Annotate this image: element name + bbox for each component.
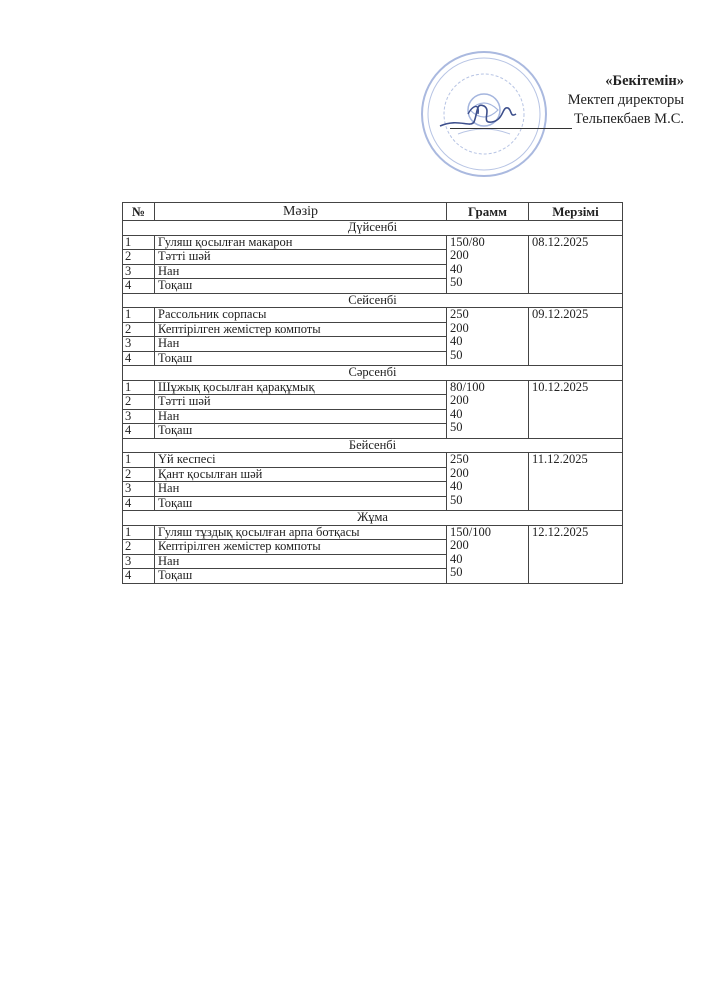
table-header-row: [123, 203, 623, 221]
item-dish: Тәтті шәй: [155, 250, 447, 265]
table-row: [123, 525, 623, 540]
item-dish: Гуляш тұздық қосылған арпа ботқасы: [155, 525, 447, 540]
item-number: 4: [123, 424, 155, 439]
item-number: 3: [123, 554, 155, 569]
day-row: [123, 438, 623, 453]
day-name: Жұма: [123, 511, 623, 526]
item-dish: Тоқаш: [155, 279, 447, 294]
item-grams: 200: [450, 393, 469, 407]
item-dish: Тоқаш: [155, 351, 447, 366]
item-grams: 50: [450, 565, 463, 579]
approval-name: Тельпекбаев М.С.: [573, 111, 684, 127]
item-number: 2: [123, 250, 155, 265]
header-grams: Грамм: [447, 203, 529, 221]
item-dish: Тоқаш: [155, 424, 447, 439]
item-dish: Қант қосылған шәй: [155, 467, 447, 482]
signature-underline: [450, 114, 572, 129]
item-number: 2: [123, 322, 155, 337]
day-row: [123, 366, 623, 381]
item-number: 1: [123, 308, 155, 323]
item-number: 1: [123, 380, 155, 395]
item-number: 2: [123, 395, 155, 410]
item-dish: Нан: [155, 337, 447, 352]
item-dish: Нан: [155, 482, 447, 497]
day-date: 12.12.2025: [529, 525, 623, 583]
item-number: 4: [123, 279, 155, 294]
item-number: 3: [123, 409, 155, 424]
item-number: 2: [123, 467, 155, 482]
item-grams: 40: [450, 261, 463, 276]
item-grams: 250: [450, 452, 469, 466]
header-dish: Мәзір: [155, 203, 447, 221]
item-number: 3: [123, 482, 155, 497]
item-dish: Нан: [155, 264, 447, 279]
table-row: [123, 308, 623, 323]
item-dish: Тәтті шәй: [155, 395, 447, 410]
item-dish: Кептірілген жемістер компоты: [155, 540, 447, 555]
item-number: 3: [123, 337, 155, 352]
item-grams: 200: [450, 248, 469, 262]
item-grams: 250: [450, 307, 469, 321]
day-date: 10.12.2025: [529, 380, 623, 438]
item-dish: Нан: [155, 554, 447, 569]
item-number: 1: [123, 525, 155, 540]
item-dish: Рассольник сорпасы: [155, 308, 447, 323]
item-dish: Үй кеспесі: [155, 453, 447, 468]
item-grams-cell: [447, 308, 529, 366]
header-date: Мерзімі: [529, 203, 623, 221]
item-dish: Нан: [155, 409, 447, 424]
header-num: №: [123, 203, 155, 221]
day-row: [123, 293, 623, 308]
day-date: 09.12.2025: [529, 308, 623, 366]
approval-position: Мектеп директоры: [567, 92, 684, 108]
approval-title: «Бекітемін»: [605, 73, 684, 89]
item-grams-cell: [447, 235, 529, 293]
item-grams: 50: [450, 275, 463, 289]
item-grams: 200: [450, 538, 469, 552]
item-number: 4: [123, 496, 155, 511]
day-date: 11.12.2025: [529, 453, 623, 511]
item-grams: 50: [450, 492, 463, 507]
day-row: [123, 511, 623, 526]
item-grams: 150/80: [450, 235, 485, 249]
table-row: [123, 235, 623, 250]
item-number: 3: [123, 264, 155, 279]
day-name: Сейсенбі: [123, 293, 623, 308]
item-grams-cell: [447, 453, 529, 511]
approval-block: [450, 72, 684, 129]
item-number: 4: [123, 351, 155, 366]
item-dish: Тоқаш: [155, 496, 447, 511]
item-grams: 80/100: [450, 380, 485, 394]
item-grams: 40: [450, 479, 463, 493]
item-dish: Кептірілген жемістер компоты: [155, 322, 447, 337]
approval-signature-line: [450, 110, 684, 129]
item-grams: 40: [450, 551, 463, 566]
item-dish: Гуляш қосылған макарон: [155, 235, 447, 250]
day-name: Бейсенбі: [123, 438, 623, 453]
item-grams: 40: [450, 406, 463, 421]
table-row: [123, 453, 623, 468]
item-grams: 50: [450, 420, 463, 434]
day-name: Сәрсенбі: [123, 366, 623, 381]
item-grams-cell: [447, 380, 529, 438]
item-number: 1: [123, 453, 155, 468]
day-name: Дүйсенбі: [123, 221, 623, 236]
day-date: 08.12.2025: [529, 235, 623, 293]
item-number: 1: [123, 235, 155, 250]
item-dish: Тоқаш: [155, 569, 447, 584]
item-grams: 150/100: [450, 525, 491, 539]
item-grams: 40: [450, 334, 463, 348]
item-grams: 200: [450, 465, 469, 480]
menu-body: [123, 221, 623, 584]
item-dish: Шұжық қосылған қарақұмық: [155, 380, 447, 395]
item-grams-cell: [447, 525, 529, 583]
day-row: [123, 221, 623, 236]
table-row: [123, 380, 623, 395]
menu-table: [122, 202, 623, 584]
item-number: 4: [123, 569, 155, 584]
item-grams: 200: [450, 320, 469, 335]
item-number: 2: [123, 540, 155, 555]
item-grams: 50: [450, 347, 463, 362]
